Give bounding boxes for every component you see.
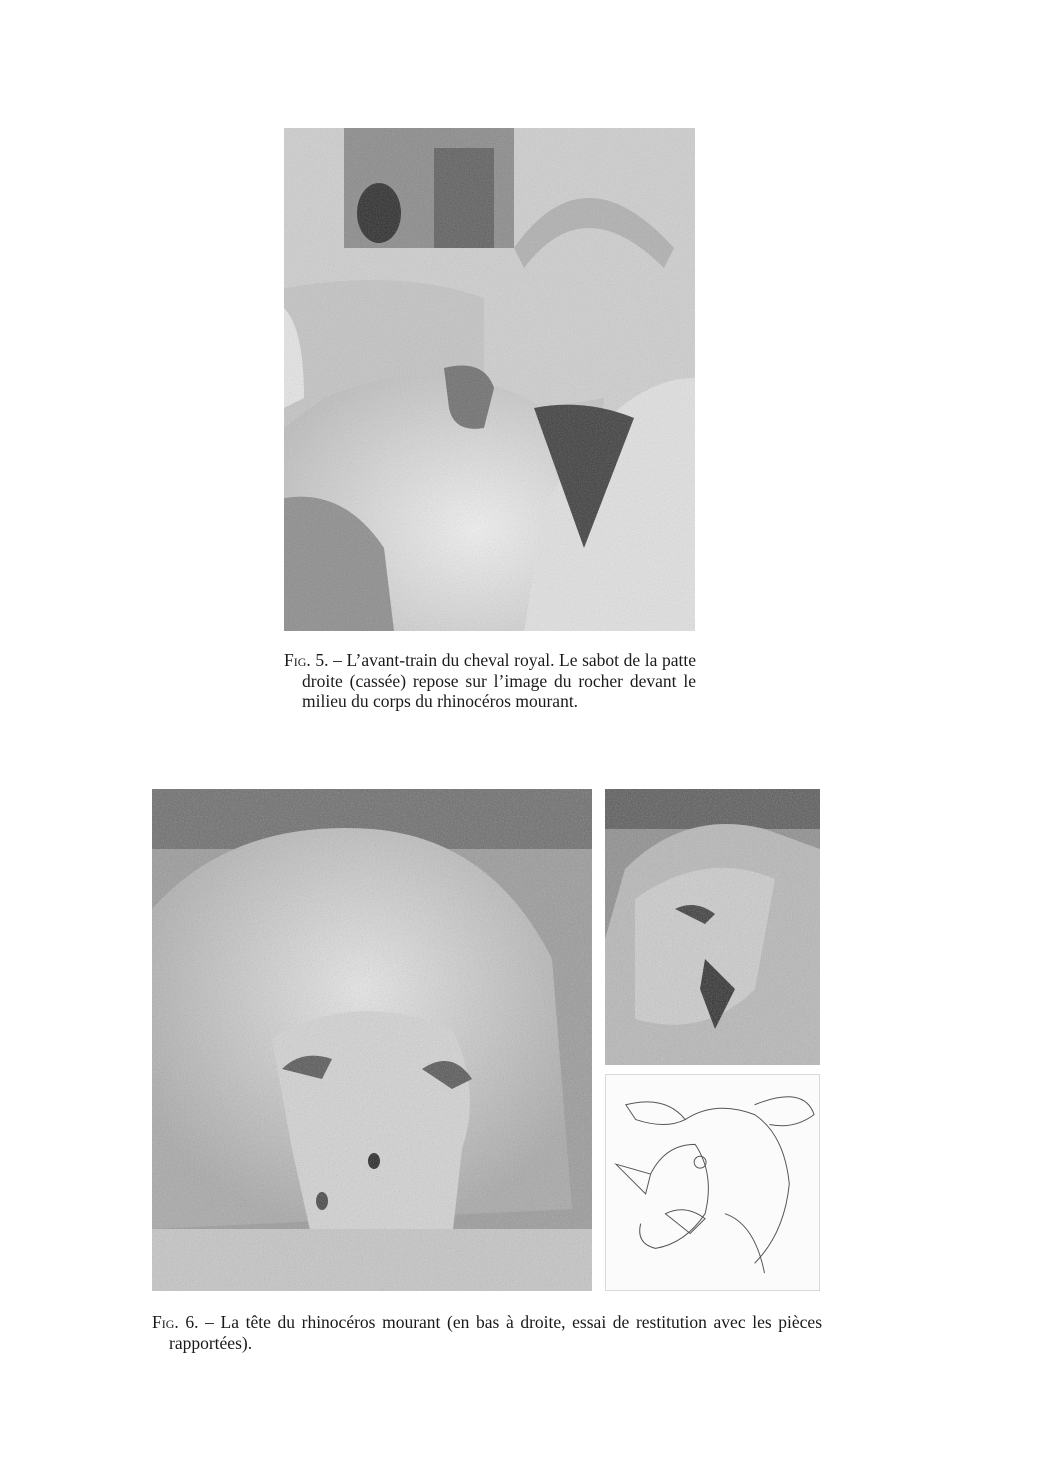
figure-5-label: Fig. 5. <box>284 650 329 670</box>
figure-6-caption-text: – La tête du rhinocéros mourant (en bas à droite, essai de restitution avec les pièces rapportées). <box>169 1312 823 1353</box>
figure-6-caption <box>152 1312 822 1353</box>
figure-5-caption-text: – L’avant-train du cheval royal. Le sabot de la patte droite (cassée) repose sur l’image du rocher devant le milieu du corps du rhinocéros mourant. <box>302 650 696 711</box>
figure-6-side-photo <box>605 789 820 1065</box>
figure-6-main-photo <box>152 789 592 1291</box>
figure-6-label: Fig. 6. <box>152 1312 199 1332</box>
figure-5-photo <box>284 128 695 631</box>
figure-6-restoration-drawing <box>605 1074 820 1291</box>
figure-5-caption <box>284 650 696 712</box>
